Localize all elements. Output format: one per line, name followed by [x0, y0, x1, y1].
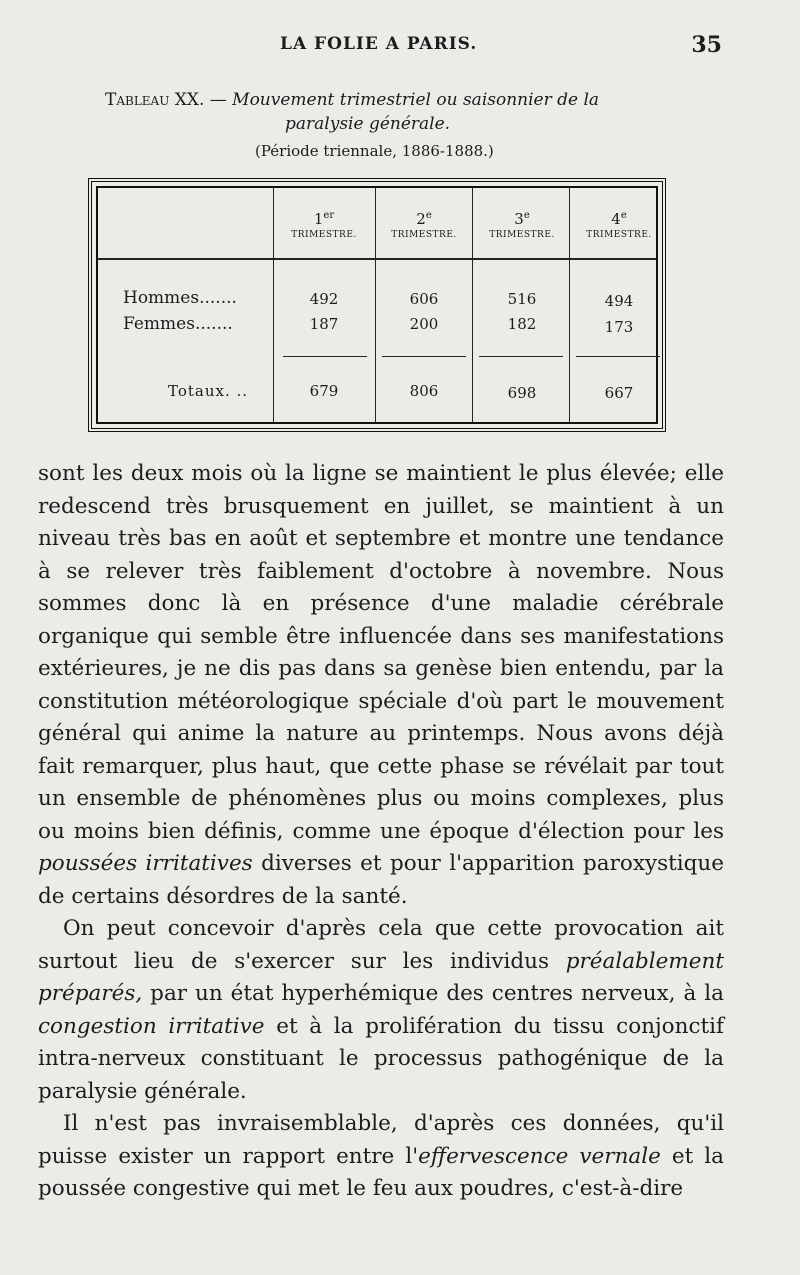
emphasis-text: préalablement préparés, — [38, 948, 724, 1006]
table-subtitle: (Période triennale, 1886-1888.) — [255, 142, 494, 160]
table-cell: 173 — [604, 318, 634, 336]
column-divider — [273, 188, 274, 422]
column-ordinal-suffix: e — [425, 210, 432, 221]
paragraph-text: Il n'est pas invraisemblable, d'après ces données, qu'il puisse exister un rapport entre l' — [38, 1111, 724, 1169]
table-cell: 182 — [507, 315, 537, 333]
table-title-part1: Mouvement trimestriel ou saisonnier de la — [232, 90, 600, 110]
table-cell: 494 — [604, 292, 634, 310]
table-cell: 516 — [507, 290, 537, 308]
header-rule — [98, 258, 656, 260]
column-divider — [472, 188, 473, 422]
body-text — [38, 458, 724, 1206]
emphasis-text: effervescence vernale — [418, 1143, 661, 1169]
table-caption — [105, 88, 705, 136]
page-number: 35 — [691, 32, 722, 58]
totals-rule — [576, 356, 660, 357]
running-head — [0, 34, 800, 58]
table-total-cell: 679 — [309, 382, 339, 400]
table-cell: 606 — [409, 290, 439, 308]
table-title-part2: paralysie générale. — [285, 114, 451, 134]
paragraph-text: sont les deux mois où la ligne se maintient le plus élevée; elle redescend très brusquement en juillet, se maintient à un niveau très bas en août et septembre et montre une tendance à se relever très faiblement d'octobre à novembre. Nous sommes donc là en présence d'une maladie cérébrale organique qui semble être influencée dans ses manifestations extérieures, je ne dis pas dans sa genèse bien entendu, par la constitution météorologique spéciale d'où part le mouvement général qui anime la nature au printemps. Nous avons déjà fait remarquer, plus haut, que cette phase se révélait par tout un ensemble de phénomènes plus ou moins complexes, plus ou moins bien définis, comme une époque d'élection pour les — [38, 461, 724, 844]
emphasis-text: poussées irritatives — [38, 851, 253, 876]
table-label: Tableau XX. — [105, 90, 205, 110]
column-header-q1 — [276, 210, 372, 240]
paragraph-text: par un état hyperhémique des centres nerveux, à la — [142, 981, 724, 1006]
column-ordinal: 2 — [416, 210, 426, 228]
column-header-q4 — [571, 210, 667, 240]
totals-rule — [283, 356, 367, 357]
column-ordinal: 1 — [313, 210, 324, 228]
paragraph-text: diverses et pour l'apparition paroxystique de certains désordres de la santé. — [38, 851, 724, 909]
table-cell: 187 — [309, 315, 339, 333]
paragraph-text: et à la prolifération du tissu conjonctif intra-nerveux constituant le processus pathogénique de la paralysie générale. — [38, 1013, 724, 1104]
column-header-q3 — [474, 210, 570, 240]
row-label-femmes: Femmes....... — [123, 314, 233, 334]
column-ordinal: 3 — [514, 210, 524, 228]
totals-rule — [479, 356, 563, 357]
row-label-totaux: Totaux. .. — [168, 382, 249, 400]
column-subheader: TRIMESTRE. — [586, 230, 652, 240]
column-subheader: TRIMESTRE. — [391, 230, 457, 240]
column-ordinal-suffix: e — [523, 210, 530, 221]
paragraph — [38, 913, 724, 1108]
table-total-cell: 806 — [409, 382, 439, 400]
column-ordinal-suffix: er — [323, 210, 335, 221]
column-header-q2 — [376, 210, 472, 240]
column-subheader: TRIMESTRE. — [489, 230, 555, 240]
table-cell: 200 — [409, 315, 439, 333]
table-total-cell: 698 — [507, 384, 537, 402]
totals-rule — [382, 356, 466, 357]
column-ordinal-suffix: e — [620, 210, 627, 221]
column-ordinal: 4 — [611, 210, 621, 228]
table-inner — [96, 186, 658, 424]
running-title: LA FOLIE A PARIS. — [280, 34, 478, 54]
emphasis-text: congestion irritative — [38, 1013, 265, 1039]
paragraph — [38, 1108, 724, 1206]
row-label-hommes: Hommes....... — [123, 288, 237, 308]
data-table — [88, 178, 666, 432]
caption-dash: — — [204, 90, 233, 110]
column-subheader: TRIMESTRE. — [291, 230, 357, 240]
paragraph-text: et la poussée congestive qui met le feu aux poudres, c'est-à-dire — [38, 1143, 724, 1201]
paragraph-text: On peut concevoir d'après cela que cette provocation ait surtout lieu de s'exercer sur les individus — [38, 916, 724, 974]
table-total-cell: 667 — [604, 384, 634, 402]
paragraph — [38, 458, 724, 913]
table-cell: 492 — [309, 290, 339, 308]
